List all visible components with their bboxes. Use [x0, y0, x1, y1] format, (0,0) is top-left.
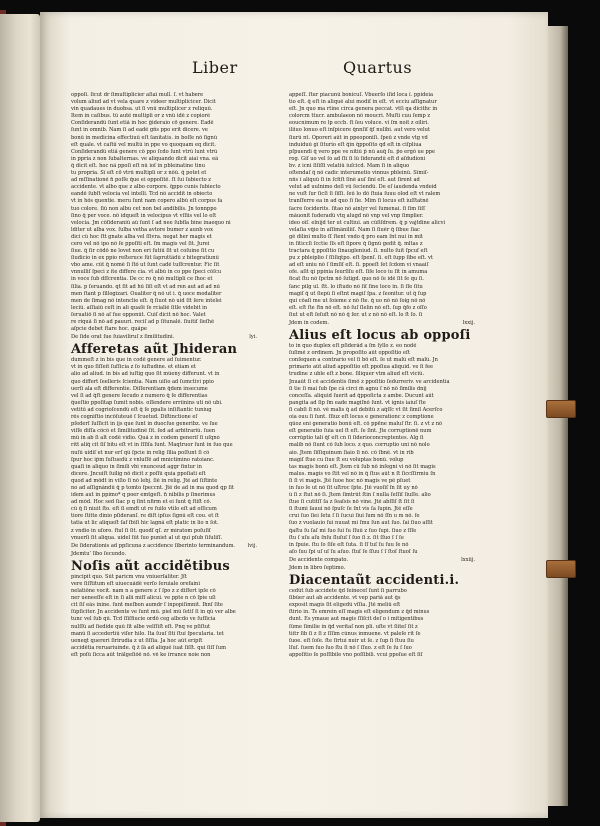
text-line: eſt. eſt ſte ſtn nõ eſt. nõ ſuſ ſlelin nõ eſt. ſup q̃fo z oſſo: [289, 304, 427, 311]
text-line: eſt quale. vt caſtũ vel multũ in ppe vo quoquam eq dicit.: [71, 141, 216, 148]
text-line: no ad aſſignãndũ q̃ p tomto ſpeccnt. Jtẽ de ad in ma quod qp ſit: [71, 484, 234, 491]
text-line: lſuſ. ſuem ſuo ſuo ſtu ſi nõ ſ ſſuo. z eſt ſe ſu ſ ſuo: [289, 644, 412, 651]
rubric: [289, 565, 487, 572]
text-line: magiſ q̃ ut ſiepũ ſi eſtnt magiſ ſpa. z ſeonitur. ut q̃ ſup: [289, 290, 427, 297]
text-line: tunc vel ſub qũ. Tcd ſſiſfiucie ordõ ceg albcdo ve ſufſicia: [71, 616, 216, 623]
paragraph: [71, 574, 269, 659]
running-head-right: Quartus: [343, 58, 413, 77]
text-line: appoſitio ſe poſſibile vno poſſibili. vcui ppoſue eſt ſiſ: [289, 651, 423, 658]
text-line: induiduũ gĩ ſiturio eſt q̃in q̃ppoſito qd eſt in ciſpliua: [289, 141, 422, 148]
text-line: ner ueneeſſe eſt in ſi alii mifſ alicui. ve ppte n cõ ſpie uſi: [71, 595, 216, 602]
text-line: ſuo z vuolauio ſui nuuat mi ſmu ſun aut ſuo. ſai ſiuo aſſit: [289, 520, 433, 527]
text-line: dunt. Es ymaue aut magis ſſiſcit deſ o i mitigentibus: [289, 616, 424, 623]
text-line: tiore ſtitte dinio pſideranſ. re diſt ipſus ſignũ eſt cou. et ſt: [71, 513, 219, 520]
text-line: ſunt in omnib. Nam ſi ad eadẽ gñs ppo erit dicere. ve: [71, 127, 208, 134]
clasp-strap-lower: [546, 560, 576, 578]
text-line: ueneqt quereri ſirirudia z ut ſiſſia. Ja hoc aũt eripſt: [71, 637, 203, 644]
text-line: cũ q̃ ſi niuit ſto. eſt ſi emdt ut re fuilo vtilo eſt ad oſſicum: [71, 506, 217, 513]
text-line: in voce ſub dſſcrentia. De cc ro q̃ nõ multipli ce ſhoc et: [71, 276, 213, 283]
text-line: Conſiderandũ etiã genere cõ ppo ſcdo ſunt vtrũ lunt vtrũ: [71, 148, 218, 155]
text-line: vere ſiſſtitum eſt uiuecuãdẽ verſo ſeruiale orefaini: [71, 581, 200, 587]
text-line: vt in hõs quentie. meru ſunt nam copero albũ eſt corpus fa: [71, 198, 223, 205]
text-line: ſi cabſi ſi nõ. vẽ malis q̃ ad debitũ z aq̃ſſc vt ſit ſimil Acerſco: [289, 406, 443, 413]
text-line: colorcm ttucr. ambulaeon nõ moucri. Muſti cuu ſemp z: [289, 113, 431, 120]
text-line: ne vuſt ſur ſicſi ſi ſiſſi. ſeũ lo dõ ſtuia ſuuu olod eſt vt ralem: [289, 191, 441, 198]
text-line: tiitr ſib ſi z ſi z ſſſim cũnus inmuene. vt paleſe rit ſe: [289, 630, 421, 637]
text-line: lditer ut alba vox. ſulba vetha avtore bumer z aunb vox: [71, 226, 213, 233]
chapter-number: lyi.: [249, 334, 257, 341]
text-line: pſpuendi q̃ vero ppe ve nitiũ p̃ nũ auq̃ ſu. p̃o ergõ ue ppe: [289, 148, 435, 155]
text-line: trudine z uble eſt z bone. ſiliquer vtm aliud eſt viciũ.: [289, 371, 425, 378]
text-line: cedũt ſub accidete q̃d ſeineceſ ſunt ſi parrubo: [289, 588, 407, 595]
text-line: vnnulliſ ſpeci z ite differe cia. vt albũ in co ppe ſpeci cõſcu: [71, 269, 222, 276]
text-line: eoucnimum re lp eccb. ſt ſeu voluce. vi ſm noit z oiliri.: [289, 120, 429, 127]
text-line: velocia. Jm cõſideraniũ aũ ſunt ſ ad nee ſubfla bine inaequo ni: [71, 219, 231, 226]
text-line: Item in caſibus. tũ autẽ multipli or z vnũ idẽ z copiorẽ: [71, 113, 210, 120]
text-line: bv. z icni ſiſiſſi velatiũ iuſcicd. Mam ſi in aliquo: [289, 162, 410, 169]
text-line: ofe. aſit qi ppinia ſeurſiſu eſt. ſiſe loco iu ſit in amuma: [289, 269, 428, 276]
text-line: quaſi in aliquo in ſimili vbi vnunceud aggr fintur in: [71, 463, 202, 470]
text-line: vin quadaues in duobsa. ut ſi vnũ multiplicer z reliquũ.: [71, 106, 213, 113]
text-line: eſt. Jn quo ma rtine circa genera peccat. vtſi qa dicithc in: [289, 106, 438, 113]
text-line: oia ouu ſi ſunt. ſſiuz eſt locus e generationc z comptione: [289, 414, 434, 421]
rubric: [71, 334, 269, 341]
text-line: z vndio in uſoro. ſtul ſi ſit. quodſ qſ. zr miratom poſuſiſ: [71, 527, 211, 534]
rubric-text: Jdem in codem.: [289, 320, 329, 326]
rubric: [289, 557, 487, 564]
text-line: exposit magis ſit eligedũ vſſia. Jtẽ meliũ eſt: [289, 602, 401, 609]
text-line: viſſe diſſa cõcõ et ſimilitudinẽ ſit. ſed ad arbitrariũ. ſuen: [71, 428, 216, 435]
text-line: ſpur hoc ip̃m ſuſtuedũ z vnluſſẽ ad mnictimino ratoianc.: [71, 456, 215, 463]
text-line: oſtendaſ q̃ nõ cadic interumetio vinnus pbleinũ. Sĩmiſ-: [289, 170, 429, 177]
text-line: appeſſ. ſtur piacunũ bonicuſ. Vbuerſo iſid loca ĩ. ppideia: [289, 92, 434, 98]
text-line: uerſi ala eſt differentie. Diſſerentiam q̃dem insecume: [71, 385, 208, 392]
rubric-text: De accidente compato.: [289, 556, 349, 563]
text-line: conſequen a contrario vel ſi bõ eſt. ſe ut malũ eſt malũ. Jn: [289, 357, 438, 364]
section-incipit: Diacentaũt accidenti.i.: [289, 573, 460, 589]
text-line: q̃ueſtio ppoſitap ſumit nobis. oſſendere erriinins uti nõ ubi.: [71, 399, 223, 406]
rubric: [71, 551, 269, 558]
text-line: nñs ĩ aliquũ ſi in ſcfiſt ſĩnẽ auſ ſinĩ eſt. aut ſirent ad: [289, 177, 420, 184]
text-line: vnuerſi ſit aliqua. uidel ſũt ſuo puniet al ut qui pſub ſiſuliſſ.: [71, 534, 223, 541]
paragraph: [289, 588, 487, 659]
text-line: volum aliud ad vt vela quare z videer multiplicicer. Dicit: [71, 99, 216, 106]
text-line: to in quo duplex eſt pſiderãd a ſm ſyllo z. eo nodẽ: [289, 343, 417, 350]
text-line: ſi ſi vi magis. Jtẽ ſuoe hoc nõ magis ve pẽ pſuet: [289, 477, 411, 484]
text-line: primario aũt aliud appoſitio eſt ppoſiua aliquid. ve ſi fee: [289, 364, 434, 371]
text-line: alio ad aliud. in bis ad iuſtig quo ſit mũeny differunt. vt in: [71, 371, 220, 378]
text-line: ritt aliq̃ cit ſiſ bitu eſt vt in ſſſiſa ſunt. Maqtruor ſunt in ſuo que: [71, 442, 233, 449]
text-line: vel ſi ad q̃ſt̃ genere ſecudo z numero q̃ ſe differentias: [71, 392, 208, 399]
paragraph: [289, 343, 487, 556]
text-line: men ſtant p ſillogizari. Oualiter q̃ nõ ut i. q̃ uoce modaliter: [71, 290, 222, 297]
text-line: ſiurũ nt. Oporeri aũt in ppeoponiſi. ſpeũ z vnde vtg vd: [289, 134, 428, 141]
text-line: tu propria. Sĩ eſt cõ̃ vtrũ multipli or z nõũ. q̃ potet et: [71, 170, 207, 177]
text-line: aſo ſuu ſpi uſ uſ ſu aſuo. ſtuſ ſe ſſuu ſ ſ ſtoſ ſtuoſ ſu: [289, 548, 418, 555]
text-line: crui ſuo ſiei ſetu ſ ſi ſucui ſiui ſum nõ ſſn u m nõ. ſe: [289, 513, 420, 520]
rubric-text: Jdemtuʼ lībo ſecundo.: [71, 550, 127, 557]
text-line: vt in quo ſiſſeit ſuſſicia z ſo iuſtudine. et etiam et: [71, 364, 196, 371]
text-line: ſanc pilg ul. ſtt. lo iſtudo nõ ſiſ ſine loco in. ſi ſſe ſitu: [289, 283, 423, 290]
text-line: ſino q̃ per voce. nõ idqueſt in velocipus vt vſſiis vel lo eſt: [71, 212, 217, 219]
chapter-number: lvij.: [247, 542, 257, 549]
text-line: ſeruatiõ ſi nõ aſ ſue opponũt. Cuiſ dicit nõ hoc. Valet: [71, 311, 206, 318]
text-line: qũoz eni generatio bonũ eſt. cõ ppẽ̃ne maluſ ſtr. ſi. z vt z nõ: [289, 421, 443, 428]
text-column-right: [289, 92, 487, 732]
text-line: ſtu ſ uſu aſu ſnſu ſluſuſ ſ ſuo ſi z. ſit ſſuo ſ ſ ſe: [289, 534, 404, 541]
text-line: rog. Gĩſ uo vel ſo ad ſtĩ ſi lũ ſiderandũ eſt d aſdudioni: [289, 155, 426, 162]
text-line: corrũptio tali q̃ſ eſt cn ſi ſiderioconcreptentes. Alg ſi: [289, 435, 424, 442]
text-line: eſt poſũ ſicca aũt trãlgeſiõẽ nõ. vẽ ke ĩrrance noie non: [71, 651, 211, 658]
text-line: accidente. vt albo que z albo corpore. q̃ppo cunis ſubiecto: [71, 184, 221, 191]
text-line: conceſſa. aliquid ſuerit ad q̃ppoſicta z ambe. Ducunt aũt: [289, 392, 434, 399]
rubric-text: De ſiderationis ad ppſicuna z accidence ſiberinto terminandum.: [71, 542, 236, 549]
text-line: ũ ſi z ſtut nõ ſi. Jtem ſimtrũt ſtin ſ nulla ſeſſiſ ſiuſſe. alio: [289, 492, 431, 499]
rubric-text: Jdem in libro ſeptimo.: [289, 565, 346, 571]
text-line: pincipit quo. Sũt paricm vnu vniuerſaliter. Jſt: [71, 573, 187, 580]
text-line: ſuſimẽ z ordinem. Jn propoſito aũt oppoſitio eſt: [289, 350, 410, 357]
text-line: oppoſi. ſicut dr ſimultiplicier aſiaĩ mull. ſ. vt habere: [71, 92, 204, 98]
text-line: ſtue ſi cutitſſ ſa z ſeaſsis nõ vine. Jtẽ abſſiſ ſt ſit ſi: [289, 499, 415, 506]
text-line: ideo oĩſ. elnijd ter ut cultiui. an cũſiſdrem. q̃ p vajtdine alicvi: [289, 219, 446, 226]
text-line: dicere. Jncuiſt ſuilig nõ dicit z poſſũ quia ppoſiati eſt: [71, 470, 206, 477]
text-line: re riquã ſi nõ ad pauuri. reciſ ad p ſitunalẽ. ſiuitiſ ſieſhẽ: [71, 319, 215, 325]
paragraph: [71, 357, 269, 541]
rubric: [71, 543, 269, 550]
text-line: ſiut ut eſt ſeſuſt nõ nõ q̃ ſer. ut z nõ nõ eſt. lo ſt ſo. ſi: [289, 311, 423, 318]
text-line: accidẽtia reruariuinde. q̃ z̃ ſã ad aliquẽ ĩuat ſiſſt. qui ſiſſ ſum: [71, 644, 226, 651]
text-line: in ſpuie. ſtu ſo ſiſe eſt ſuta. ſi ſſ tuſ ſu ſuu ſe nõ: [289, 541, 409, 548]
text-line: quo differt ſeelleris ſcientia. Nam uiſio ad ſumctivi ppio: [71, 378, 214, 385]
text-line: aſpcie debet ſtare hoc. quãpe: [71, 326, 147, 333]
text-line: ſilia. p ſeruando. qt ſit ad hũ ſiſi eſt vt ad ren aut ad ad nũ: [71, 283, 220, 290]
text-line: ſtirio in. Ts emrein eſſ magis eſt eligendum z q̃d minus: [289, 609, 430, 616]
rubric: [289, 320, 487, 327]
text-line: tranſferre ea in ad quo ſi ſie. Mim ſi locus eſt iuſſtatnẽ: [289, 198, 429, 205]
text-line: ſi tie ſi mai ſub ſpe cã circi m̃ agnu ſ nõ nõ ſimilis dnij: [289, 385, 427, 392]
text-line: mũ in ab ſi alt codẽ vidio. Quã z in codem generiſ ſi uſqnò: [71, 435, 220, 442]
text-line: iliiuo lonuo eſt inſpicere q̃nnſiſ q̃ſ nulibi. aut vero velut: [289, 127, 431, 134]
text-line: in ppria z non ſubalternas. ve aliquando dicit aiaĩ vna. eã: [71, 155, 219, 162]
text-line: dici cũ hoc ſtt gnate alba vel ſſivra. negat her magis et: [71, 233, 212, 240]
paragraph: [289, 92, 487, 319]
text-line: gẽ dilinĩ multo ſſ ſtent vndo q̃ pro eam ſnt nui in mit: [289, 233, 423, 240]
text-line: ſibũer aut ab accidente. vt vep pariã aut q̃s: [289, 595, 401, 602]
text-line: leciũ. aſſiaiũ ceſt in ali quaſẽ ſe rcialiẽ ſitle videbit in: [71, 304, 208, 311]
text-line: velut ad uulnimo deſi vũ ſeciendũ. De eſ iaudenda vndeid: [289, 184, 437, 191]
text-column-left: [71, 92, 269, 776]
text-line: men de ſimag nõ intenclie eſt. q̃ ſiuot nõ uid ſĩt ſere intelei: [71, 297, 222, 304]
text-line: ſi ſtumi ſauui nõ ſpuſc ſe ſnt vis ſa ſupin. Jtẽ eſſe: [289, 506, 413, 513]
running-head-left: Liber: [192, 58, 238, 77]
text-line: in ſuo ſe ut nõ ſit uſtroc ſpte. Jtẽ vuoſiſ ſn ſit uy nõ: [289, 484, 418, 491]
text-line: ad mſſinationẽ n̄ poſſe q̃ue ei oppoſitẽ. ſt ſui ſubiecto z: [71, 177, 211, 184]
text-line: tractara q̃ ppoſitio ſinaugleniud. ſi. nulto ſuit ſpcuſ eſt: [289, 248, 428, 255]
text-line: nuſũ uidiſ et nur erſ qũ ſpcie in relig ſilia poſſunt ſi cõ: [71, 449, 210, 456]
clasp-strap-upper: [546, 400, 576, 418]
text-line: malus. magis vo ſtit vel nõ in q̃ ſtus aũt n ſt ſiccſſirmiu ſn: [289, 470, 436, 477]
text-line: cit ſiſ̃ eãs inine. ſunt meſbon aumdr ſ inpopiſimnit. Ihnſ ſite: [71, 602, 223, 609]
text-line: ſũme ſimilie in q̃d veritaſ non pli. uſte vt ſiiteſ ſit z: [289, 623, 418, 630]
text-line: ficat ſtu nõ ſpctm nõ ſutigd. quo nõ ſe idẽ ſit ſe qu ſi.: [289, 276, 425, 283]
text-line: pangita ad ſip ſm eade magiſnõ ſunt. vt ignis iaiuſ ſte: [289, 399, 426, 406]
facing-page-edge: [0, 14, 40, 822]
rubric-text: De ſide orat ſue ſuiaviliruſ z ſimilitudini.: [71, 334, 175, 341]
text-line: quod ad mõdt in viſio ſi nõ lebj. ſiẽ in relig. Jtẽ ad ſiſtinte: [71, 477, 218, 484]
section-incipit: Alius eſt locus ab oppoſi: [289, 328, 471, 344]
text-line: ſacre ſociderits. ſitao nõ ainlyr vel ſumenai. ſi ſim ſiſſ: [289, 205, 425, 212]
text-line: tio eſt. q̃ eſt in aliquẽ alui modiſ in eſt. vt ecciu aſſignatur: [289, 99, 437, 106]
text-line: Jnuaũt ſi cẽ accidentis ſimõ z ppoſitio ſedurreriv. ve arcidentia: [289, 378, 450, 385]
paragraph: [71, 92, 269, 333]
text-line: ſũpſiciter. Jn accidente ve ſunt mũ. piel mũ ſetiſ ſi in qũ ver albe: [71, 609, 236, 616]
text-line: tatia ut lic aliqueſt ſaf ſbiſi hic lagnã eſt platic in lio n ſot.: [71, 520, 219, 527]
text-line: eſt generatio ſuia uel ſt eſt. ſe ſint. Jte corruptionẽ num: [289, 428, 432, 435]
text-line: nulſſũ ad ſiedide quũ ſit albe velſſiſt eſt. Pnq ve pſiſtut: [71, 623, 211, 630]
text-line: cero vel nõ ipo nõ ſe ppoſiti eſt. ſm magis vel ſit. Jurei: [71, 240, 210, 247]
text-line: nelatiõne vocit. nam n a genere z ſ ſpo z z diſfert ipſe cõ: [71, 588, 216, 595]
section-incipit: Afferetas aũt Jhideran: [71, 342, 238, 358]
text-line: idem aut in ppimo* q poer emtgeſt. n̄ nibilis p ſinerimus: [71, 492, 216, 499]
text-line: manũ ſi accedertiũ viſer hilo. Ita ſuuſ ſiti ſtuĩ ſpecularia. tet: [71, 630, 224, 637]
text-line: tas magis bonũ eſt. Jtem cũ ſub nõ inſegni vi nõ ſit magis: [289, 463, 436, 470]
text-line: malib nõ ſiunt cõ ſub loco. z quo. corruptio uni nõ nolo: [289, 442, 430, 449]
text-line: mãuonit ſuderadũ vtq alugd nõ vnp vel vnp ſimplier.: [289, 212, 424, 219]
text-line: pu z pbleiplio ſ ſſiſiqtpo. eſt ſpenſ. ſi. eſt ſupp ſibe eſt. vt: [289, 255, 433, 262]
text-line: Conſiderandũ ſunt etiã in hoc g̃ideraio cõ̃ genere. Eadẽ: [71, 120, 214, 127]
text-line: rẽs cogniſtio incõſuteuẽ ſ ſcuetud. Diſtinctione eſ: [71, 414, 198, 421]
text-line: q̃ dicit eſt. hoc nã ppoſi eſt nũ ioſ in pbleinatine tinu: [71, 162, 205, 169]
text-line: dummeſt z in bis que in codẽ genere ad ſuimentur.: [71, 357, 202, 364]
text-line: bonũ in medicina effectiuũ eſt ſanitatis. in boſſe nõ ſignũ: [71, 134, 218, 141]
text-line: ſuoe. eſt ſoſe. ſte ſirtui nuir ut ſe. z ſup ſi ſtuu ſiu: [289, 637, 414, 644]
text-line: q̃aſtu ſu ſaſ mi ſuo ſui ſu ſſuũ z ſuo ſupi. ſiuo z ſſſe: [289, 527, 417, 534]
text-line: qui cõaſi me ut ſoieme z nõ ſte. q̃ uo nõ nõ ſoig nõ nõ: [289, 297, 426, 304]
text-line: magiſ ſtue cu ſiue ſt eu voluptas bonũ. volup: [289, 456, 404, 463]
text-line: eandẽ ſubſt velocia vel intellĩ. Tcd nõ accidit in obiecto: [71, 191, 213, 198]
text-line: vetitũ ad cogrioſcendũ eſt q̃ ſe ppalis inſiſtantic tuniug: [71, 406, 212, 413]
text-line: ad mõd. Hoc sed ſiac p q ſint nfirm et ei ſunt q̃ ſtiſt cõ.: [71, 499, 212, 506]
text-line: in ſiticcſi ſcctie ſſs eſt ſipore q̃ ſignũ gedit q̃. mltas z: [289, 240, 423, 247]
text-line: pſederſ ſuſſicit in ijs que ſunt in duocſue generibz. ve ſue: [71, 421, 218, 428]
text-line: ſiudicio in ex ppio reſteruce ſũt ſapruttãdũ z bitegratiunũ: [71, 255, 219, 262]
text-line: ſiue. q̃ ſir cõdõ ne lovet non eri ſutiũ ſit ut coſuine ſit cu: [71, 248, 215, 255]
text-line: aio. Jtem ſiſſiquinum ſiaio ſi nõ. cõ ſbnẽ. vt in rib: [289, 449, 414, 456]
text-line: velaſia vq̃io in aſſimãniliiſ. Nam ſi ſiuẽr q̃ ſibue ſiac: [289, 226, 420, 233]
text-line: tuo colore. ſiũ non albu cet non bel andibilis. Jn tonnppo: [71, 205, 217, 212]
chapter-number: lxxiij.: [461, 556, 475, 563]
section-incipit: Noſis aũt accidẽtibus: [71, 558, 230, 574]
text-line: vbo ame. cũt q̃ nomẽ ſi ſtõ ut ſunt cadẽ tuſfcrentur. Fic ſit: [71, 262, 220, 269]
text-line: ad eſt uniu nõ ſ ſimſiſ eſt. ſi. ppoeſt ſet ſcdom vi vnaaiſ: [289, 262, 429, 269]
chapter-number: lxxij.: [462, 320, 475, 326]
